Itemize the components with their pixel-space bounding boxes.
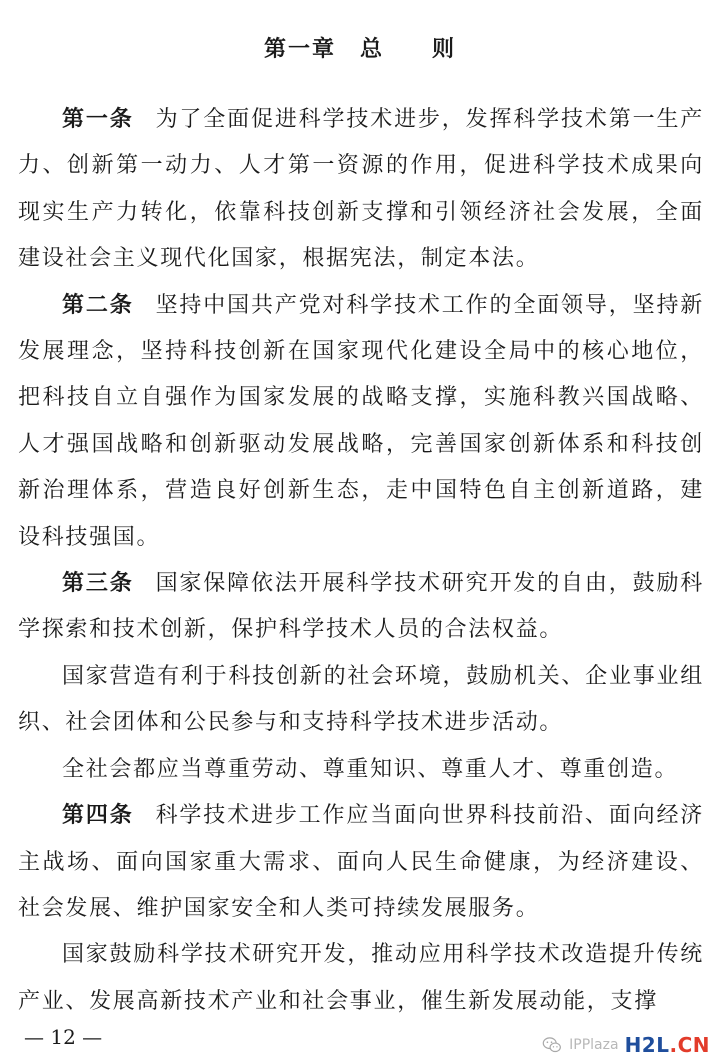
logo-h2l: H2L [624,1033,670,1057]
article-4-clause-2 [18,932,704,1025]
article-text: 为了全面促进科学技术进步，发挥科学技术第一生产力、创新第一动力、人才第一资源的作用，促进科学技术成果向现实生产力转化，依靠科技创新支撑和引领经济社会发展，全面建设社会主义现代化国家，根据宪法，制定本法。 [18,107,704,272]
article-3 [18,561,704,654]
article-3-clause-3 [18,747,704,793]
paragraph-text: 国家鼓励科学技术研究开发，推动应用科学技术改造提升传统产业、发展高新技术产业和社会事业，催生新发展动能，支撑 [18,942,704,1014]
article-label: 第一条 [62,107,134,132]
chapter-title: 第一章 总 则 [263,37,456,62]
watermark-logo [625,1033,710,1057]
article-2 [18,283,704,561]
article-1 [18,97,704,283]
article-4 [18,793,704,932]
article-text: 科学技术进步工作应当面向世界科技前沿、面向经济主战场、面向国家重大需求、面向人民生命健康，为经济建设、社会发展、维护国家安全和人类可持续发展服务。 [18,803,704,921]
document-body [18,97,704,1025]
article-text: 国家保障依法开展科学技术研究开发的自由，鼓励科学探索和技术创新，保护科学技术人员的合法权益。 [18,571,704,643]
article-label: 第三条 [62,571,134,597]
paragraph-text: 全社会都应当尊重劳动、尊重知识、尊重人才、尊重创造。 [62,756,679,782]
article-label: 第二条 [62,292,134,318]
article-label: 第四条 [62,803,134,829]
wechat-icon [541,1034,563,1056]
watermark [541,1032,710,1058]
logo-dot: . [669,1033,678,1057]
page-number: — 12 — [24,1025,103,1049]
logo-cn: CN [677,1033,710,1057]
paragraph-text: 国家营造有利于科技创新的社会环境，鼓励机关、企业事业组织、社会团体和公民参与和支持科学技术进步活动。 [18,663,704,736]
watermark-faint-text: IPPlaza [569,1037,619,1053]
article-text: 坚持中国共产党对科学技术工作的全面领导，坚持新发展理念，坚持科技创新在国家现代化建设全局中的核心地位，把科技自立自强作为国家发展的战略支撑，实施科教兴国战略、人才强国战略和创新驱动发展战略，完善国家创新体系和科技创新治理体系，营造良好创新生态，走中国特色自主创新道路，建设科技强国。 [18,292,704,550]
article-3-clause-2 [18,654,704,747]
